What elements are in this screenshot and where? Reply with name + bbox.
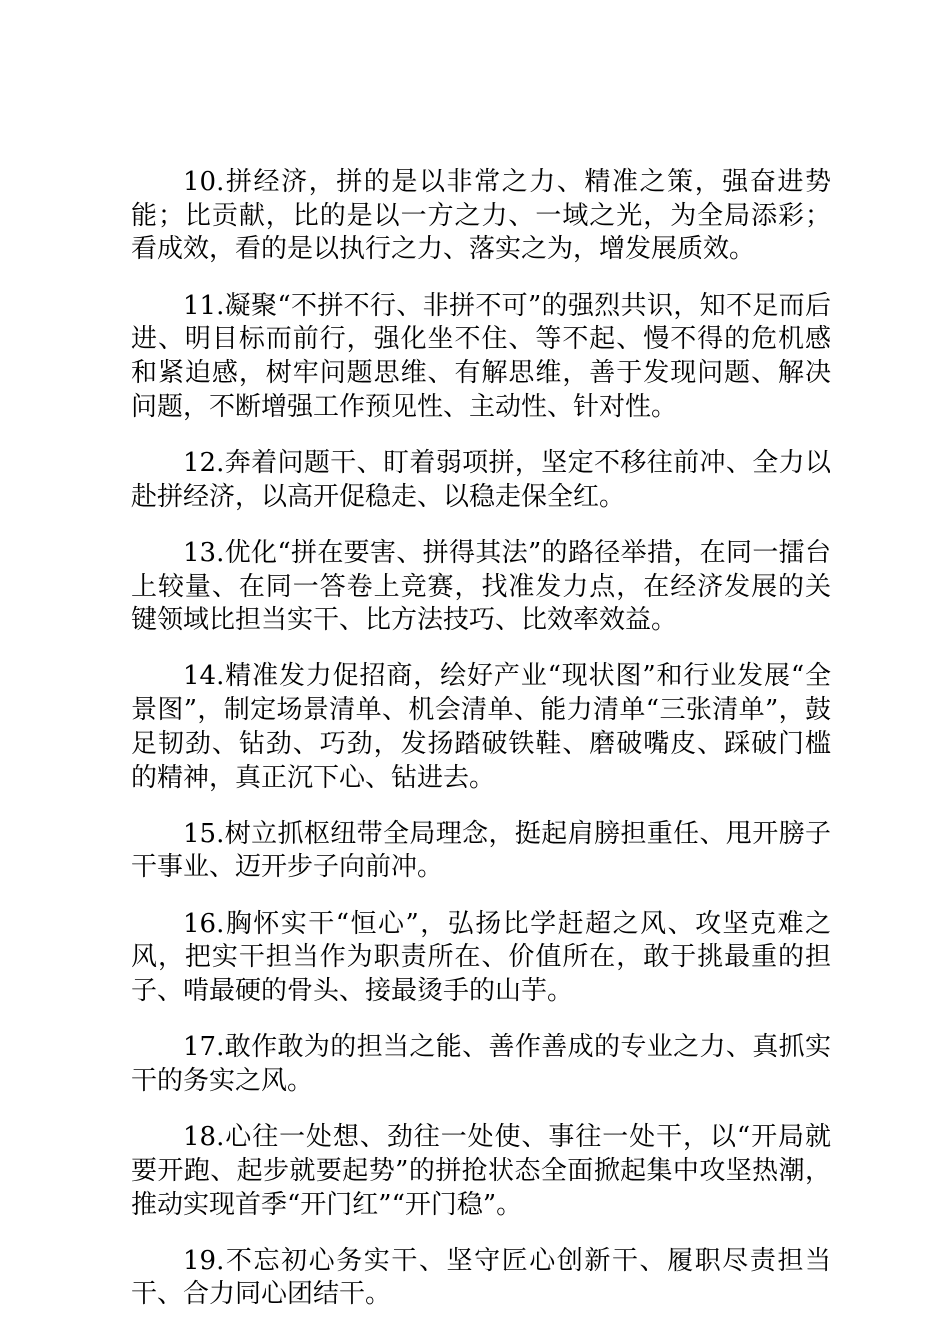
paragraph-13: 13.优化“拼在要害、拼得其法”的路径举措，在同一擂台上较量、在同一答卷上竞赛，找准发力点，在经济发展的关键领域比担当实干、比方法技巧、比效率效益。	[131, 537, 831, 636]
paragraph-19: 19.不忘初心务实干、坚守匠心创新干、履职尽责担当干、合力同心团结干。	[131, 1245, 831, 1310]
paragraph-11: 11.凝聚“不拼不行、非拼不可”的强烈共识，知不足而后进、明目标而前行，强化坐不住、等不起、慢不得的危机感和紧迫感，树牢问题思维、有解思维，善于发现问题、解决问题，不断增强工作预见性、主动性、针对性。	[131, 290, 831, 422]
paragraph-10: 10.拼经济，拼的是以非常之力、精准之策，强奋进势能；比贡献，比的是以一方之力、一域之光，为全局添彩；看成效，看的是以执行之力、落实之为，增发展质效。	[131, 167, 831, 265]
paragraph-12: 12.奔着问题干、盯着弱项拼，坚定不移往前冲、全力以赴拼经济，以高开促稳走、以稳走保全红。	[131, 447, 831, 512]
paragraph-14: 14.精准发力促招商，绘好产业“现状图”和行业发展“全景图”，制定场景清单、机会清单、能力清单“三张清单”，鼓足韧劲、钻劲、巧劲，发扬踏破铁鞋、磨破嘴皮、踩破门槛的精神，真正沉下心、钻进去。	[131, 661, 831, 793]
document-body	[131, 166, 831, 1335]
paragraph-17: 17.敢作敢为的担当之能、善作善成的专业之力、真抓实干的务实之风。	[131, 1032, 831, 1096]
paragraph-16: 16.胸怀实干“恒心”，弘扬比学赶超之风、攻坚克难之风，把实干担当作为职责所在、价值所在，敢于挑最重的担子、啃最硬的骨头、接最烫手的山芋。	[131, 908, 831, 1007]
paragraph-18: 18.心往一处想、劲往一处使、事往一处干，以“开局就要开跑、起步就要起势”的拼抢状态全面掀起集中攻坚热潮，推动实现首季“开门红”“开门稳”。	[131, 1122, 831, 1220]
paragraph-15: 15.树立抓枢纽带全局理念，挺起肩膀担重任、甩开膀子干事业、迈开步子向前冲。	[131, 818, 831, 883]
